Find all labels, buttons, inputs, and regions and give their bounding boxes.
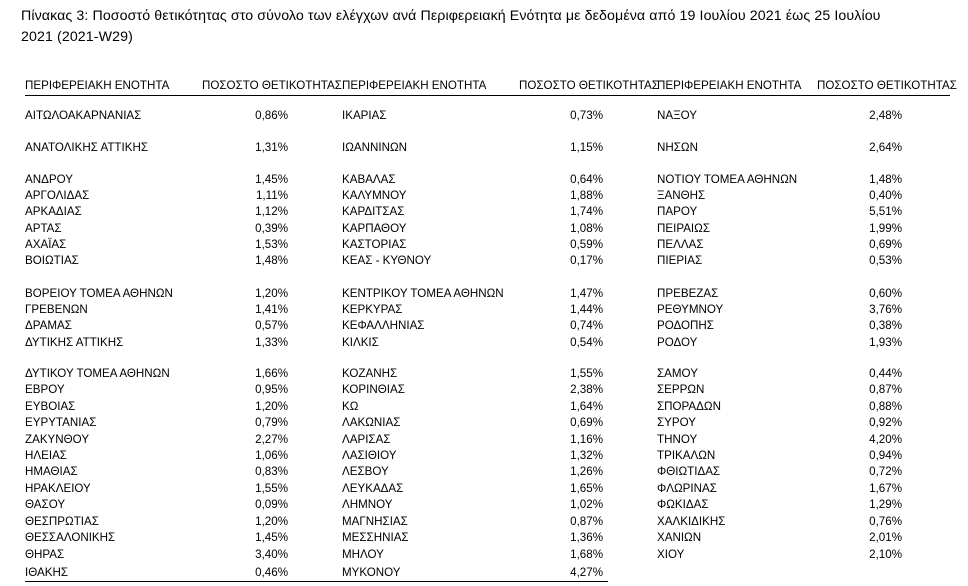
positivity-value: 0,74% — [570, 319, 603, 332]
region-name: ΓΡΕΒΕΝΩΝ — [25, 303, 88, 316]
header-region-col2: ΠΕΡΙΦΕΡΕΙΑΚΗ ΕΝΟΤΗΤΑ — [342, 79, 487, 92]
positivity-value: 1,64% — [570, 400, 603, 413]
header-positivity-col3: ΠΟΣΟΣΤΟ ΘΕΤΙΚΟΤΗΤΑΣ — [817, 79, 957, 92]
positivity-value: 1,31% — [255, 141, 288, 154]
positivity-value: 1,20% — [255, 287, 288, 300]
region-name: ΗΡΑΚΛΕΙΟΥ — [25, 482, 91, 495]
positivity-value: 1,44% — [570, 303, 603, 316]
positivity-value: 4,27% — [570, 566, 603, 579]
region-name: ΛΑΣΙΘΙΟΥ — [342, 449, 397, 462]
region-name: ΚΙΛΚΙΣ — [342, 336, 379, 349]
caption-line-2: 2021 (2021-W29) — [21, 29, 133, 45]
positivity-value: 1,29% — [869, 498, 902, 511]
positivity-value: 2,48% — [869, 109, 902, 122]
positivity-value: 1,53% — [255, 238, 288, 251]
region-name: ΠΡΕΒΕΖΑΣ — [657, 287, 719, 300]
positivity-value: 1,11% — [255, 189, 288, 202]
region-name: ΦΛΩΡΙΝΑΣ — [657, 482, 717, 495]
region-name: ΡΟΔΟΥ — [657, 336, 698, 349]
bottom-rule — [25, 581, 608, 582]
region-name: ΘΕΣΠΡΩΤΙΑΣ — [25, 515, 99, 528]
positivity-value: 1,20% — [255, 400, 288, 413]
positivity-value: 1,16% — [570, 433, 603, 446]
region-name: ΒΟΡΕΙΟΥ ΤΟΜΕΑ ΑΘΗΝΩΝ — [25, 287, 173, 300]
positivity-value: 5,51% — [869, 205, 902, 218]
region-name: ΡΕΘΥΜΝΟΥ — [657, 303, 724, 316]
positivity-value: 1,33% — [255, 336, 288, 349]
region-name: ΚΕΦΑΛΛΗΝΙΑΣ — [342, 319, 425, 332]
region-name: ΣΑΜΟΥ — [657, 367, 698, 380]
positivity-value: 0,39% — [255, 222, 288, 235]
region-name: ΧΑΝΙΩΝ — [657, 531, 702, 544]
region-name: ΘΗΡΑΣ — [25, 548, 65, 561]
region-name: ΠΕΛΛΑΣ — [657, 238, 704, 251]
region-name: ΝΗΣΩΝ — [657, 141, 698, 154]
positivity-value: 1,66% — [255, 367, 288, 380]
positivity-value: 0,69% — [570, 416, 603, 429]
caption-line-1: Πίνακας 3: Ποσοστό θετικότητας στο σύνολο των ελέγχων ανά Περιφερειακή Ενότητα με δεδομένα από 19 Ιουλίου 2021 έως 25 Ιουλίου — [21, 8, 881, 24]
region-name: ΧΙΟΥ — [657, 548, 685, 561]
region-name: ΛΑΡΙΣΑΣ — [342, 433, 391, 446]
positivity-value: 0,86% — [255, 109, 288, 122]
positivity-value: 1,93% — [869, 336, 902, 349]
positivity-value: 0,92% — [869, 416, 902, 429]
positivity-value: 0,95% — [255, 383, 288, 396]
positivity-value: 1,15% — [570, 141, 603, 154]
positivity-value: 0,46% — [255, 566, 288, 579]
region-name: ΚΑΒΑΛΑΣ — [342, 173, 396, 186]
positivity-value: 2,01% — [869, 531, 902, 544]
region-name: ΠΙΕΡΙΑΣ — [657, 254, 703, 267]
positivity-value: 0,87% — [869, 383, 902, 396]
positivity-value: 2,38% — [570, 383, 603, 396]
region-name: ΚΑΛΥΜΝΟΥ — [342, 189, 407, 202]
region-name: ΝΑΞΟΥ — [657, 109, 698, 122]
positivity-value: 1,45% — [255, 173, 288, 186]
region-name: ΚΑΣΤΟΡΙΑΣ — [342, 238, 407, 251]
region-name: ΦΩΚΙΔΑΣ — [657, 498, 709, 511]
region-name: ΜΕΣΣΗΝΙΑΣ — [342, 531, 409, 544]
positivity-value: 0,76% — [869, 515, 902, 528]
header-region-col1: ΠΕΡΙΦΕΡΕΙΑΚΗ ΕΝΟΤΗΤΑ — [25, 79, 170, 92]
positivity-value: 3,76% — [869, 303, 902, 316]
positivity-value: 1,45% — [255, 531, 288, 544]
positivity-value: 0,83% — [255, 465, 288, 478]
positivity-value: 3,40% — [255, 548, 288, 561]
positivity-value: 0,88% — [869, 400, 902, 413]
region-name: ΙΩΑΝΝΙΝΩΝ — [342, 141, 407, 154]
header-region-col3: ΠΕΡΙΦΕΡΕΙΑΚΗ ΕΝΟΤΗΤΑ — [657, 79, 802, 92]
positivity-value: 1,20% — [255, 515, 288, 528]
header-positivity-col1: ΠΟΣΟΣΤΟ ΘΕΤΙΚΟΤΗΤΑΣ — [202, 79, 342, 92]
positivity-value: 1,48% — [869, 173, 902, 186]
region-name: ΕΥΒΟΙΑΣ — [25, 400, 76, 413]
positivity-value: 0,69% — [869, 238, 902, 251]
positivity-value: 1,68% — [570, 548, 603, 561]
region-name: ΗΛΕΙΑΣ — [25, 449, 67, 462]
positivity-value: 0,38% — [869, 319, 902, 332]
region-name: ΜΥΚΟΝΟΥ — [342, 566, 401, 579]
region-name: ΚΟΡΙΝΘΙΑΣ — [342, 383, 405, 396]
region-name: ΒΟΙΩΤΙΑΣ — [25, 254, 79, 267]
positivity-value: 0,17% — [570, 254, 603, 267]
region-name: ΙΘΑΚΗΣ — [25, 566, 69, 579]
region-name: ΔΡΑΜΑΣ — [25, 319, 72, 332]
positivity-value: 1,47% — [570, 287, 603, 300]
region-name: ΣΥΡΟΥ — [657, 416, 697, 429]
region-name: ΚΕΑΣ - ΚΥΘΝΟΥ — [342, 254, 432, 267]
positivity-value: 0,53% — [869, 254, 902, 267]
region-name: ΤΗΝΟΥ — [657, 433, 698, 446]
positivity-value: 0,73% — [570, 109, 603, 122]
region-name: ΠΕΙΡΑΙΩΣ — [657, 222, 710, 235]
region-name: ΦΘΙΩΤΙΔΑΣ — [657, 465, 721, 478]
positivity-value: 0,87% — [570, 515, 603, 528]
positivity-value: 0,44% — [869, 367, 902, 380]
positivity-value: 0,59% — [570, 238, 603, 251]
region-name: ΛΗΜΝΟΥ — [342, 498, 393, 511]
region-name: ΞΑΝΘΗΣ — [657, 189, 706, 202]
positivity-value: 2,27% — [255, 433, 288, 446]
region-name: ΣΠΟΡΑΔΩΝ — [657, 400, 721, 413]
positivity-value: 0,54% — [570, 336, 603, 349]
region-name: ΗΜΑΘΙΑΣ — [25, 465, 78, 478]
region-name: ΚΕΡΚΥΡΑΣ — [342, 303, 403, 316]
positivity-value: 0,09% — [255, 498, 288, 511]
positivity-value: 1,26% — [570, 465, 603, 478]
positivity-value: 0,79% — [255, 416, 288, 429]
positivity-value: 2,10% — [869, 548, 902, 561]
region-name: ΡΟΔΟΠΗΣ — [657, 319, 714, 332]
region-name: ΑΝΑΤΟΛΙΚΗΣ ΑΤΤΙΚΗΣ — [25, 141, 149, 154]
positivity-value: 1,08% — [570, 222, 603, 235]
region-name: ΙΚΑΡΙΑΣ — [342, 109, 387, 122]
region-name: ΛΑΚΩΝΙΑΣ — [342, 416, 401, 429]
positivity-value: 1,06% — [255, 449, 288, 462]
region-name: ΚΟΖΑΝΗΣ — [342, 367, 398, 380]
positivity-value: 0,60% — [869, 287, 902, 300]
region-name: ΑΡΚΑΔΙΑΣ — [25, 205, 82, 218]
region-name: ΔΥΤΙΚΗΣ ΑΤΤΙΚΗΣ — [25, 336, 124, 349]
positivity-value: 1,32% — [570, 449, 603, 462]
positivity-value: 0,94% — [869, 449, 902, 462]
region-name: ΕΒΡΟΥ — [25, 383, 65, 396]
positivity-value: 1,02% — [570, 498, 603, 511]
positivity-value: 1,74% — [570, 205, 603, 218]
region-name: ΚΑΡΠΑΘΟΥ — [342, 222, 407, 235]
positivity-value: 1,55% — [570, 367, 603, 380]
header-positivity-col2: ΠΟΣΟΣΤΟ ΘΕΤΙΚΟΤΗΤΑΣ — [519, 79, 659, 92]
region-name: ΜΗΛΟΥ — [342, 548, 384, 561]
region-name: ΠΑΡΟΥ — [657, 205, 698, 218]
positivity-value: 0,72% — [869, 465, 902, 478]
header-rule — [25, 95, 950, 96]
region-name: ΑΧΑΪΑΣ — [25, 238, 67, 251]
positivity-value: 1,48% — [255, 254, 288, 267]
region-name: ΘΑΣΟΥ — [25, 498, 66, 511]
region-name: ΘΕΣΣΑΛΟΝΙΚΗΣ — [25, 531, 116, 544]
region-name: ΔΥΤΙΚΟΥ ΤΟΜΕΑ ΑΘΗΝΩΝ — [25, 367, 170, 380]
positivity-value: 1,99% — [869, 222, 902, 235]
region-name: ΛΕΥΚΑΔΑΣ — [342, 482, 404, 495]
positivity-value: 1,36% — [570, 531, 603, 544]
region-name: ΚΕΝΤΡΙΚΟΥ ΤΟΜΕΑ ΑΘΗΝΩΝ — [342, 287, 504, 300]
region-name: ΝΟΤΙΟΥ ΤΟΜΕΑ ΑΘΗΝΩΝ — [657, 173, 798, 186]
region-name: ΚΑΡΔΙΤΣΑΣ — [342, 205, 405, 218]
positivity-value: 0,40% — [869, 189, 902, 202]
region-name: ΣΕΡΡΩΝ — [657, 383, 705, 396]
positivity-value: 1,12% — [255, 205, 288, 218]
region-name: ΕΥΡΥΤΑΝΙΑΣ — [25, 416, 97, 429]
positivity-value: 4,20% — [869, 433, 902, 446]
region-name: ΤΡΙΚΑΛΩΝ — [657, 449, 716, 462]
region-name: ΜΑΓΝΗΣΙΑΣ — [342, 515, 408, 528]
region-name: ΛΕΣΒΟΥ — [342, 465, 389, 478]
region-name: ΑΙΤΩΛΟΑΚΑΡΝΑΝΙΑΣ — [25, 109, 142, 122]
positivity-value: 1,41% — [255, 303, 288, 316]
positivity-value: 1,65% — [570, 482, 603, 495]
positivity-value: 1,55% — [255, 482, 288, 495]
positivity-value: 2,64% — [869, 141, 902, 154]
positivity-value: 1,67% — [869, 482, 902, 495]
region-name: ΖΑΚΥΝΘΟΥ — [25, 433, 90, 446]
region-name: ΑΡΤΑΣ — [25, 222, 62, 235]
region-name: ΑΝΔΡΟΥ — [25, 173, 73, 186]
region-name: ΧΑΛΚΙΔΙΚΗΣ — [657, 515, 726, 528]
region-name: ΚΩ — [342, 400, 359, 413]
positivity-value: 1,88% — [570, 189, 603, 202]
region-name: ΑΡΓΟΛΙΔΑΣ — [25, 189, 90, 202]
positivity-value: 0,64% — [570, 173, 603, 186]
positivity-value: 0,57% — [255, 319, 288, 332]
